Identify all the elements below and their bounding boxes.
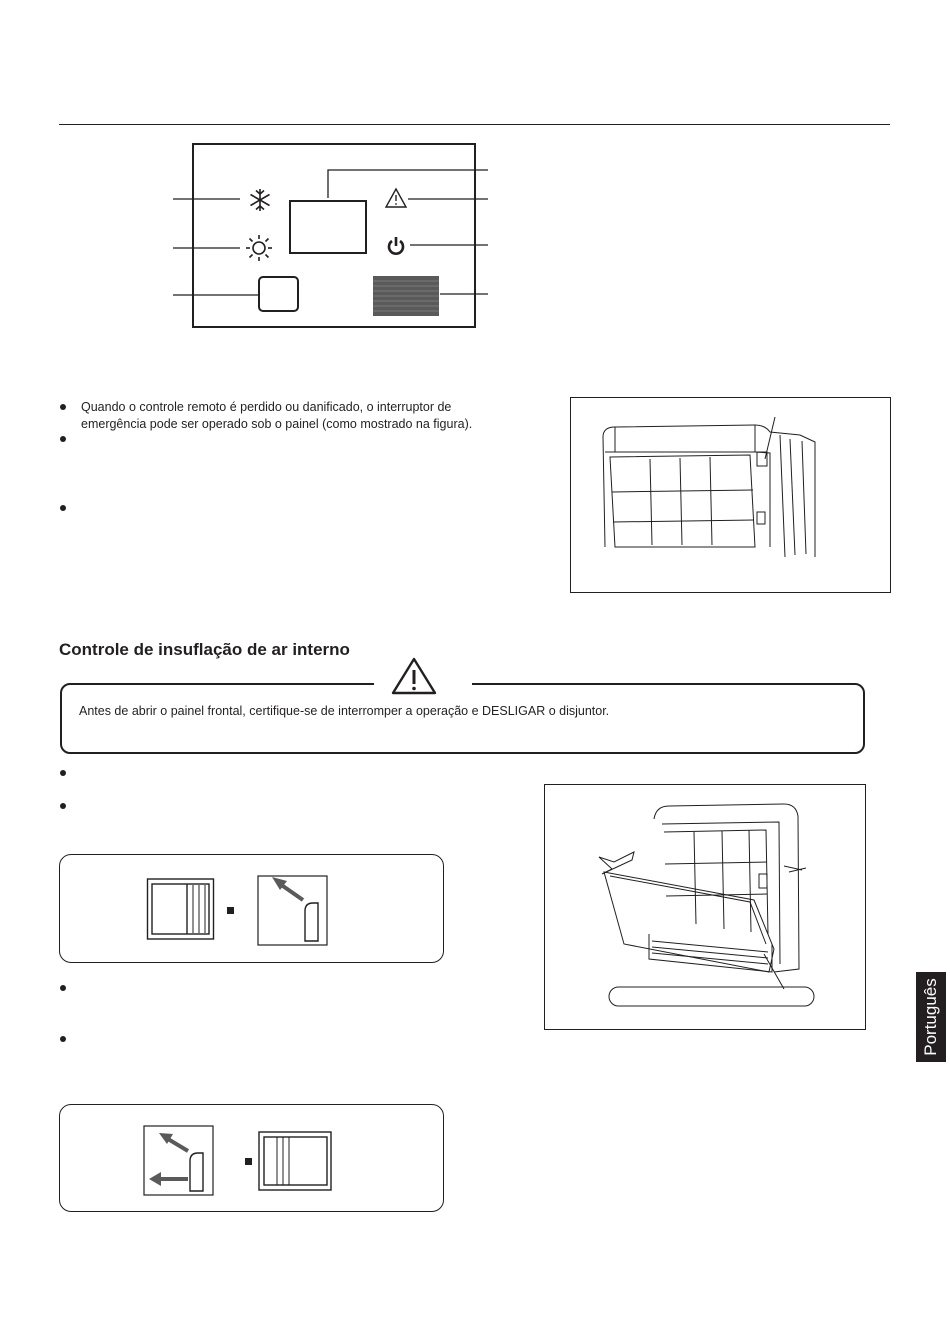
power-icon: [386, 236, 406, 256]
unit-illustration-closed: [570, 397, 891, 593]
louver-step-illustration-1: [147, 875, 347, 950]
section-heading: Controle de insuflação de ar interno: [59, 640, 350, 659]
control-panel-callouts: [0, 0, 950, 340]
bullet-1-line-2: emergência pode ser operado sob o painel (como mostrado na figura).: [81, 417, 473, 431]
unit-illustration-open: [544, 784, 866, 1030]
language-tab-label: Português: [921, 978, 940, 1056]
bullet-6: [60, 985, 66, 991]
bullet-4: [60, 770, 66, 776]
bullet-1: [60, 404, 66, 410]
bullet-3: [60, 505, 66, 511]
language-tab: [916, 972, 946, 1062]
bullet-5: [60, 803, 66, 809]
sun-icon: [245, 234, 273, 262]
caution-box: [60, 683, 865, 754]
caution-text: Antes de abrir o painel frontal, certifique-se de interromper a operação e DESLIGAR o disjuntor.: [79, 704, 610, 718]
snowflake-icon: [248, 188, 272, 212]
louver-step-illustration-2: [143, 1125, 343, 1200]
bullet-2: [60, 436, 66, 442]
caution-icon: [391, 657, 437, 695]
warning-triangle-icon: [385, 188, 407, 208]
bullet-1-line-1: Quando o controle remoto é perdido ou danificado, o interruptor de: [81, 400, 452, 414]
bullet-7: [60, 1036, 66, 1042]
